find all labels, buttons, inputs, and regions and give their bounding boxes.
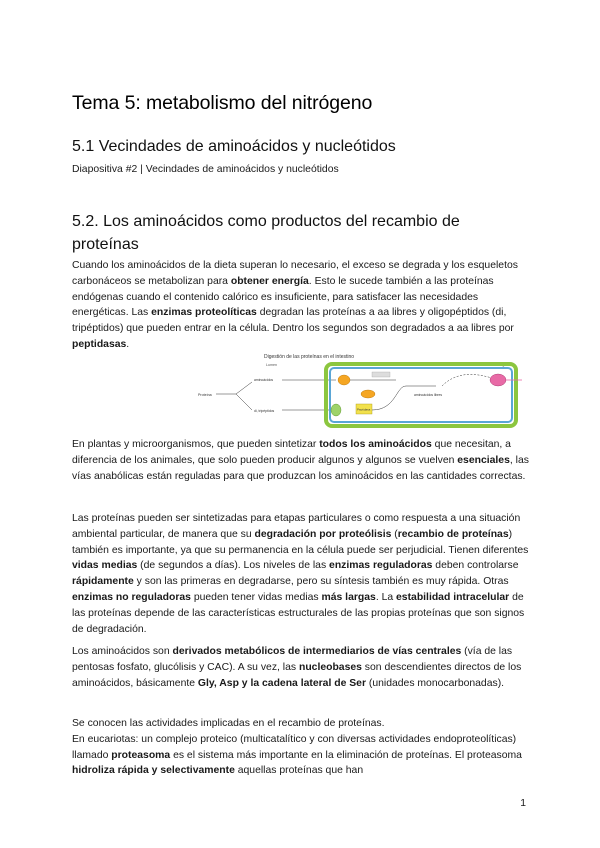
figure-label-lumen: Lumen <box>266 363 277 367</box>
transporter-orange-mid <box>361 390 375 398</box>
page-title: Tema 5: metabolismo del nitrógeno <box>72 92 373 114</box>
transporter-green <box>331 404 341 416</box>
figure-label-free-aa: aminoácidos libres <box>414 393 443 397</box>
protein-digestion-figure <box>196 350 536 432</box>
page-number: 1 <box>520 798 526 809</box>
figure-label-protein: Proteína <box>198 393 212 397</box>
figure-caption: Digestión de las proteínas en el intestino <box>264 354 355 360</box>
figure-label-blood: Sangre <box>496 363 508 367</box>
figure-label-peptides: di, tripéptidos <box>254 409 275 413</box>
paragraph-energy: Cuando los aminoácidos de la dieta superan lo necesario, el exceso se degrada y los esqueletos carbonáceos se metabolizan para obtener energía. Esto le sucede también a las proteínas endógenas cuando el contenido calórico es insuficiente, para satisfacer las necesidades energéticas. Las enzimas proteolíticas degradan las proteínas a aa libres y oligopéptidos (di, tripéptidos) que pueden entrar en la célula. Dentro los segundos son degradados a aa libres por peptidasas. <box>72 260 518 350</box>
transporter-pink <box>490 374 506 386</box>
paragraph-plants: En plantas y microorganismos, que pueden sintetizar todos los aminoácidos que necesitan, a diferencia de los animales, que solo pueden producir algunos y algunos se vuelven esenciales, las vías anabólicas están reguladas para que produzcan los aminoácidos en las cantidades correctas. <box>72 439 529 482</box>
figure-label-peptidase: Peptidasa <box>357 407 371 412</box>
figure-label-aa: aminoácidos <box>254 378 274 382</box>
section-heading-5-2: 5.2. Los aminoácidos como productos del recambio de proteínas <box>72 213 460 253</box>
transporter-orange-top <box>338 375 350 385</box>
section-heading-5-1: 5.1 Vecindades de aminoácidos y nucleótidos <box>72 138 396 155</box>
paragraph-derivatives: Los aminoácidos son derivados metabólicos de intermediarios de vías centrales (vía de las pentosas fosfato, glucólisis y CAC). A su vez, las nucleobases son descendientes directos de los aminoácidos, básicamente Gly, Asp y la cadena lateral de Ser (unidades monocarbonadas). <box>72 646 522 689</box>
paragraph-proteasome: Se conocen las actividades implicadas en el recambio de proteínas. En eucariotas: un complejo proteico (multicatalítico y con diversas actividades endoproteolíticas) llamado proteasoma es el sistema más importante en la eliminación de proteínas. El proteasoma hidroliza rápida y selectivamente aquellas proteínas que han <box>72 718 522 777</box>
slide-reference: Diapositiva #2 | Vecindades de aminoácidos y nucleótidos <box>72 164 339 175</box>
paragraph-turnover: Las proteínas pueden ser sintetizadas para etapas particulares o como respuesta a una situación ambiental particular, de manera que su degradación por proteólisis (recambio de proteínas) también es importante, ya que su permanencia en la célula puede ser perjudicial. Tienen diferentes vidas medias (de segundos a días). Los niveles de las enzimas reguladoras deben controlarse rápidamente y son las primeras en degradarse, pero su síntesis también es muy rápida. Otras enzimas no reguladoras pueden tener vidas medias más largas. La estabilidad intracelular de las proteínas depende de las características estructurales de las propias proteínas que son signos de degradación. <box>72 513 529 635</box>
